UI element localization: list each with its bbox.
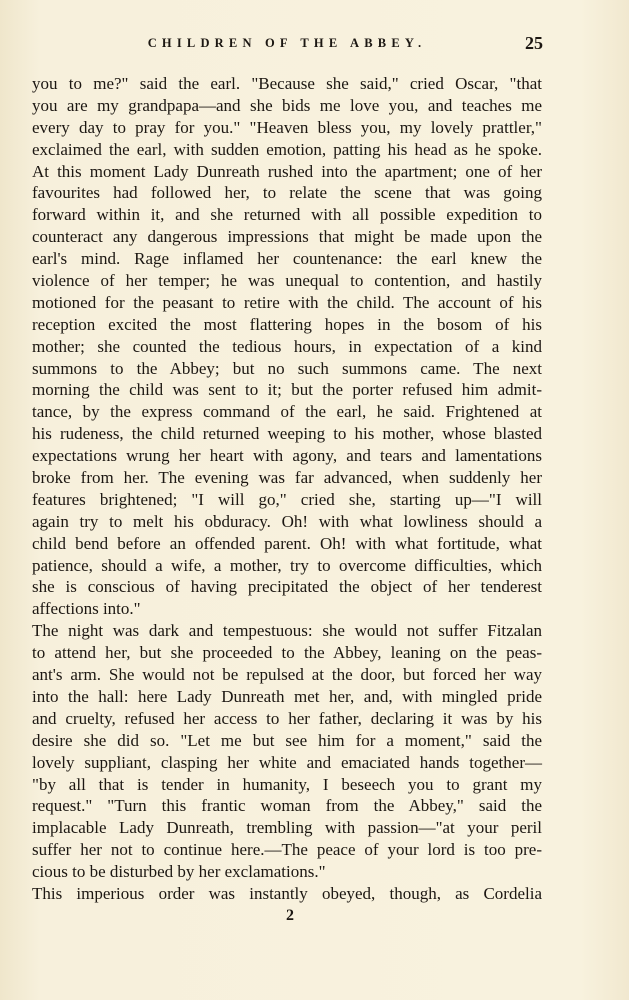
text-line: reception excited the most flattering hopes in the bosom of his (32, 314, 542, 334)
text-line: summons to the Abbey; but no such summons came. The next (32, 358, 542, 378)
text-line: desire she did so. "Let me but see him for a moment," said the (32, 730, 542, 750)
text-line: request." "Turn this frantic woman from the Abbey," said the (32, 796, 542, 816)
text-line: exclaimed the earl, with sudden emotion, patting his head as he spoke. (32, 139, 542, 159)
text-line: she is conscious of having precipitated the object of her tenderest (32, 577, 542, 597)
text-line: mother; she counted the tedious hours, in expectation of a kind (32, 336, 542, 356)
text-line: cious to be disturbed by her exclamations." (32, 862, 326, 882)
text-line: his rudeness, the child returned weeping to his mother, whose blasted (32, 424, 542, 444)
text-line: child bend before an offended parent. Oh! with what fortitude, what (32, 533, 542, 553)
running-head: CHILDREN OF THE ABBEY. (147, 36, 427, 50)
text-line: features brightened; "I will go," cried she, starting up—"I will (32, 489, 542, 509)
text-line: earl's mind. Rage inflamed her countenance: the earl knew the (32, 249, 542, 269)
text-line: implacable Lady Dunreath, trembling with passion—"at your peril (32, 818, 542, 838)
body-text (32, 73, 542, 905)
text-line: and cruelty, refused her access to her father, declaring it was by his (32, 708, 542, 728)
text-line: At this moment Lady Dunreath rushed into the apartment; one of her (32, 161, 542, 181)
text-line: counteract any dangerous impressions that might be made upon the (32, 227, 542, 247)
text-line: motioned for the peasant to retire with the child. The account of his (32, 292, 542, 312)
text-line: lovely suppliant, clasping her white and emaciated hands together— (32, 752, 542, 772)
text-line: broke from her. The evening was far advanced, when suddenly her (32, 468, 542, 488)
signature-mark: 2 (286, 907, 294, 924)
text-line: The night was dark and tempestuous: she would not suffer Fitzalan (32, 621, 542, 641)
text-line: you to me?" said the earl. "Because she said," cried Oscar, "that (32, 74, 542, 93)
text-line: again try to melt his obduracy. Oh! with what lowliness should a (32, 511, 542, 531)
text-line: every day to pray for you." "Heaven bless you, my lovely prattler," (32, 117, 542, 137)
text-line: expectations wrung her heart with agony, and tears and lamentations (32, 446, 542, 466)
text-line: favourites had followed her, to relate the scene that was going (32, 183, 542, 203)
text-line: you are my grandpapa—and she bids me love you, and teaches me (32, 95, 542, 115)
text-line: into the hall: here Lady Dunreath met her, and, with mingled pride (32, 686, 542, 706)
text-line: forward within it, and she returned with all possible expedition to (32, 205, 542, 225)
text-line: This imperious order was instantly obeyed, though, as Cordelia (32, 883, 542, 903)
text-line: tance, by the express command of the earl, he said. Frightened at (32, 402, 542, 422)
text-line: affections into." (32, 599, 141, 619)
text-line: to attend her, but she proceeded to the Abbey, leaning on the peas- (32, 643, 542, 663)
text-line: ant's arm. She would not be repulsed at the door, but forced her way (32, 665, 542, 685)
page-number: 25 (525, 33, 543, 53)
text-line: violence of her temper; he was unequal to contention, and hastily (32, 271, 542, 291)
text-line: patience, should a wife, a mother, try to overcome difficulties, which (32, 555, 542, 575)
text-line: morning the child was sent to it; but the porter refused him admit- (32, 380, 542, 400)
text-line: suffer her not to continue here.—The peace of your lord is too pre- (32, 840, 542, 860)
text-line: "by all that is tender in humanity, I beseech you to grant my (32, 774, 542, 794)
